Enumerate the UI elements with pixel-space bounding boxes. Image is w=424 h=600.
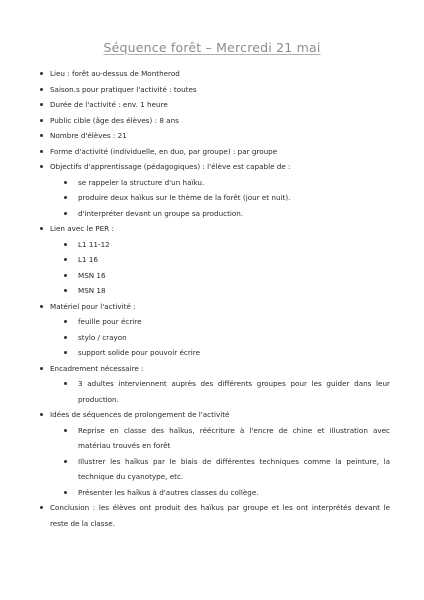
list-item-objectifs	[40, 159, 390, 221]
bullet-list	[40, 66, 390, 531]
sublist-item: produire deux haïkus sur le thème de la forêt (jour et nuit).	[64, 190, 390, 206]
page-title: Séquence forêt – Mercredi 21 mai	[103, 40, 321, 55]
objectifs-label: Objectifs d'apprentissage (pédagogiques) : l'élève est capable de :	[50, 162, 291, 171]
list-item-encadrement	[40, 361, 390, 408]
list-item-conclusion: Conclusion : les élèves ont produit des haïkus par groupe et les ont interprétés devant le reste de la classe.	[40, 500, 390, 531]
sublist-item: MSN 18	[64, 283, 390, 299]
sublist-item: se rappeler la structure d'un haïku.	[64, 175, 390, 191]
list-item-idees	[40, 407, 390, 500]
list-item-lieu: Lieu : forêt au-dessus de Montherod	[40, 66, 390, 82]
list-item-nombre: Nombre d'élèves : 21	[40, 128, 390, 144]
list-item-public: Public cible (âge des élèves) : 8 ans	[40, 113, 390, 129]
list-item-forme: Forme d'activité (individuelle, en duo, par groupe) : par groupe	[40, 144, 390, 160]
sublist-item: Illustrer les haïkus par le biais de différentes techniques comme la peinture, la technique du cyanotype, etc.	[64, 454, 390, 485]
per-sublist	[64, 237, 390, 299]
sublist-item: stylo / crayon	[64, 330, 390, 346]
list-item-duree: Durée de l'activité : env. 1 heure	[40, 97, 390, 113]
sublist-item: MSN 16	[64, 268, 390, 284]
sublist-item: Présenter les haïkus à d'autres classes du collège.	[64, 485, 390, 501]
list-item-saisons: Saison.s pour pratiquer l'activité : toutes	[40, 82, 390, 98]
objectifs-sublist	[64, 175, 390, 222]
per-label: Lien avec le PER :	[50, 224, 114, 233]
list-item-per	[40, 221, 390, 299]
sublist-item: L1 16	[64, 252, 390, 268]
idees-label: Idées de séquences de prolongement de l'activité	[50, 410, 230, 419]
materiel-label: Matériel pour l'activité :	[50, 301, 136, 311]
sublist-item: L1 11-12	[64, 237, 390, 253]
encadrement-label: Encadrement nécessaire :	[50, 363, 144, 373]
sublist-item: feuille pour écrire	[64, 314, 390, 330]
materiel-sublist	[64, 314, 390, 361]
idees-sublist	[64, 423, 390, 501]
sublist-item: d'interpréter devant un groupe sa production.	[64, 206, 390, 222]
encadrement-sublist	[64, 376, 390, 407]
sublist-item: Reprise en classe des haïkus, réécriture à l'encre de chine et illustration avec matériau trouvés en forêt	[64, 423, 390, 454]
sublist-item: 3 adultes interviennent auprès des différents groupes pour les guider dans leur production.	[64, 376, 390, 407]
sublist-item: support solide pour pouvoir écrire	[64, 345, 390, 361]
list-item-materiel	[40, 299, 390, 361]
